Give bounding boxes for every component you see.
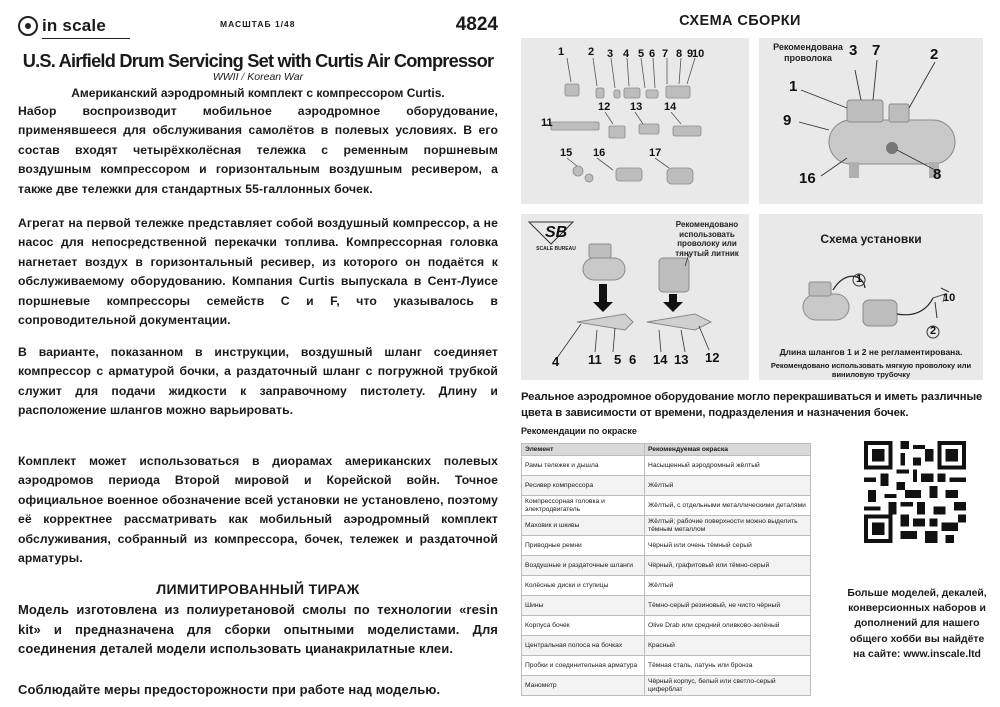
part-number: 11 [588, 352, 602, 367]
part-number: 2 [588, 46, 595, 58]
circle-logo-icon [18, 16, 38, 36]
compressor-assembly-panel [759, 38, 983, 204]
table-row [522, 556, 811, 576]
table-cell-color: Насыщенный аэродромный жёлтый [645, 456, 811, 476]
brand-underline [42, 38, 130, 39]
table-cell-color: Тёмно-серый резиновый, не чисто чёрный [645, 596, 811, 616]
scale-bureau-subtitle: SCALE BUREAU [536, 246, 576, 252]
painting-table [521, 443, 811, 696]
part-number: 2 [930, 46, 939, 63]
promo-line: дополнений для нашего [854, 618, 980, 630]
paragraph-resin-kit: Модель изготовлена из полиуретановой смолы по технологии «resin kit» и предназначена для сборки опытными моделистами. Для соединения деталей модели использовать цианакрилатные клеи. [18, 602, 498, 657]
part-number: 4 [623, 48, 630, 60]
table-cell-element: Воздушные и раздаточные шланги [522, 556, 645, 576]
part-number: 12 [598, 101, 611, 113]
table-cell-element: Корпуса бочек [522, 616, 645, 636]
table-cell-color: Чёрный корпус, белый или светло-серый циферблат [645, 676, 811, 696]
table-cell-element: Маховик и шкивы [522, 516, 645, 536]
parts-panel [521, 38, 749, 204]
table-cell-color: Olive Drab или средний оливково-зелёный [645, 616, 811, 636]
part-number: 10 [692, 48, 705, 60]
column-header-color: Рекомендуемая окраска [645, 444, 811, 456]
table-cell-element: Пробки и соединительная арматура [522, 656, 645, 676]
part-number: 16 [593, 147, 606, 159]
table-row [522, 656, 811, 676]
part-number: 6 [629, 352, 637, 367]
part-number: 7 [662, 48, 669, 60]
table-cell-element: Центральная полоса на бочках [522, 636, 645, 656]
qr-code-icon[interactable] [864, 441, 966, 543]
part-number: 11 [541, 117, 553, 129]
part-number: 10 [943, 292, 956, 304]
subtitle-separator: / [238, 71, 248, 83]
scale-bureau-logo: SB [545, 224, 568, 241]
kit-title: U.S. Airfield Drum Servicing Set with Curtis Air Compressor [22, 50, 494, 71]
part-number: 14 [653, 352, 668, 367]
hose-length-caption: Длина шлангов 1 и 2 не регламентирована. [779, 347, 963, 357]
installation-title: Схема установки [820, 232, 922, 246]
part-number: 9 [783, 112, 792, 129]
wire-recommendation-note: Рекомендовано использовать проволоку или тянутый литник [675, 220, 739, 258]
subtitle-era-1: WWII [212, 71, 239, 83]
table-row [522, 636, 811, 656]
table-cell-element: Приводные ремни [522, 536, 645, 556]
real-equipment-note: Реальное аэродромное оборудование могло перекрашиваться и иметь различные цвета в зависимости от времени, подразделения и назначения бочек. [521, 391, 983, 419]
hose-number: 1 [856, 273, 863, 285]
table-row [522, 456, 811, 476]
website-promo [842, 586, 992, 662]
table-row [522, 496, 811, 516]
part-number: 6 [649, 48, 656, 60]
part-number: 14 [664, 101, 677, 113]
subtitle-era-2: Korean War [247, 71, 304, 83]
table-cell-color: Жёлтый; рабочие поверхности можно выделить тёмным металлом [645, 516, 811, 536]
part-number: 5 [614, 352, 622, 367]
kit-number: 4824 [455, 14, 498, 35]
table-row [522, 616, 811, 636]
part-number: 1 [558, 46, 565, 58]
table-cell-color: Тёмная сталь, латунь или бронза [645, 656, 811, 676]
table-cell-element: Шины [522, 596, 645, 616]
part-number: 1 [789, 78, 798, 95]
brand-logo [18, 14, 106, 38]
table-row [522, 576, 811, 596]
painting-recommendations-title: Рекомендации по окраске [521, 426, 637, 436]
carts-assembly-panel [521, 214, 749, 380]
promo-line: конверсионных наборов и [848, 603, 986, 615]
paragraph-safety: Соблюдайте меры предосторожности при работе над моделью. [18, 682, 441, 697]
table-row [522, 516, 811, 536]
scale-label: МАСШТАБ 1/48 [220, 19, 296, 29]
part-number: 13 [630, 101, 643, 113]
part-number: 8 [676, 48, 683, 60]
promo-website[interactable]: на сайте: www.inscale.ltd [853, 648, 981, 660]
part-number: 7 [872, 42, 881, 59]
part-number: 16 [799, 170, 816, 187]
part-number: 5 [638, 48, 645, 60]
paragraph-diorama: Комплект может использоваться в диорамах американских полевых аэродромов периода Второй мировой и Корейской войн. Точное официальное военное обозначение всей установки не установлено, поэтому её корректнее рассматривать как мобильный аэродромный комплект обслуживания, собранный из компрессора, бочек, тележек и раздаточной арматуры. [18, 454, 498, 566]
table-cell-color: Жёлтый, с отдельными металлическими деталями [645, 496, 811, 516]
parts-illustration [521, 38, 749, 204]
promo-line: общего хобби вы найдёте [849, 633, 985, 645]
table-row [522, 476, 811, 496]
table-cell-color: Красный [645, 636, 811, 656]
hose-material-caption: Рекомендовано использовать мягкую проволоку или виниловую трубочку [770, 361, 972, 379]
table-cell-element: Манометр [522, 676, 645, 696]
installation-panel [759, 214, 983, 380]
table-cell-element: Ресивер компрессора [522, 476, 645, 496]
lead-text: Американский аэродромный комплект с компрессором Curtis. [71, 86, 445, 100]
paragraph-compressor: Агрегат на первой тележке представляет собой воздушный компрессор, а не насос для непосредственной перекачки топлива. Компрессорная головка нагнетает воздух в горизонтальный ресивер, из которого он подаётся к обслуживаемому оборудованию. Компания Curtis выпускала в Сент-Луисе поршневые компрессоры семейств C и F, что указывалось в сопроводительной документации. [18, 216, 498, 328]
table-cell-color: Жёлтый [645, 576, 811, 596]
limited-edition-heading: ЛИМИТИРОВАННЫЙ ТИРАЖ [156, 581, 360, 597]
hose-number: 2 [930, 325, 937, 337]
brand-name: in scale [42, 16, 106, 35]
part-number: 15 [560, 147, 573, 159]
paragraph-hoses: В варианте, показанном в инструкции, воздушный шланг соединяет компрессор с арматурой бочки, а раздаточный шланг с погружной трубкой служит для подачи жидкости к заправочному пистолету. Длину и расположение шлангов можно варьировать. [18, 345, 498, 418]
part-number: 13 [674, 352, 689, 367]
table-cell-element: Компрессорная головка и электродвигатель [522, 496, 645, 516]
part-number: 8 [933, 166, 942, 183]
table-cell-color: Чёрный или очень тёмный серый [645, 536, 811, 556]
kit-subtitle [18, 71, 498, 83]
paragraph-description: Набор воспроизводит мобильное аэродромное оборудование, применявшееся для обслуживания самолётов в полевых условиях. В его состав входят четырёхколёсная тележка с ременным поршневым воздушным компрессором и горизонтальным воздушным ресивером, а также две тележки для стандартных 55-галлонных бочек. [18, 104, 498, 196]
table-row [522, 536, 811, 556]
part-number: 3 [849, 42, 858, 59]
table-cell-color: Чёрный, графитовый или тёмно-серый [645, 556, 811, 576]
assembly-scheme-title: СХЕМА СБОРКИ [679, 13, 801, 29]
part-number: 17 [649, 147, 662, 159]
table-cell-color: Жёлтый [645, 476, 811, 496]
table-row [522, 676, 811, 696]
wire-note: Рекомендована проволока [773, 42, 843, 63]
part-number: 9 [687, 48, 694, 60]
promo-line: Больше моделей, декалей, [847, 588, 987, 599]
column-header-element: Элемент [522, 444, 645, 456]
part-number: 3 [607, 48, 614, 60]
part-number: 12 [705, 350, 720, 365]
part-number: 4 [552, 354, 560, 369]
table-cell-element: Рамы тележек и дышла [522, 456, 645, 476]
table-header-row [522, 444, 811, 456]
table-row [522, 596, 811, 616]
table-cell-element: Колёсные диски и ступицы [522, 576, 645, 596]
